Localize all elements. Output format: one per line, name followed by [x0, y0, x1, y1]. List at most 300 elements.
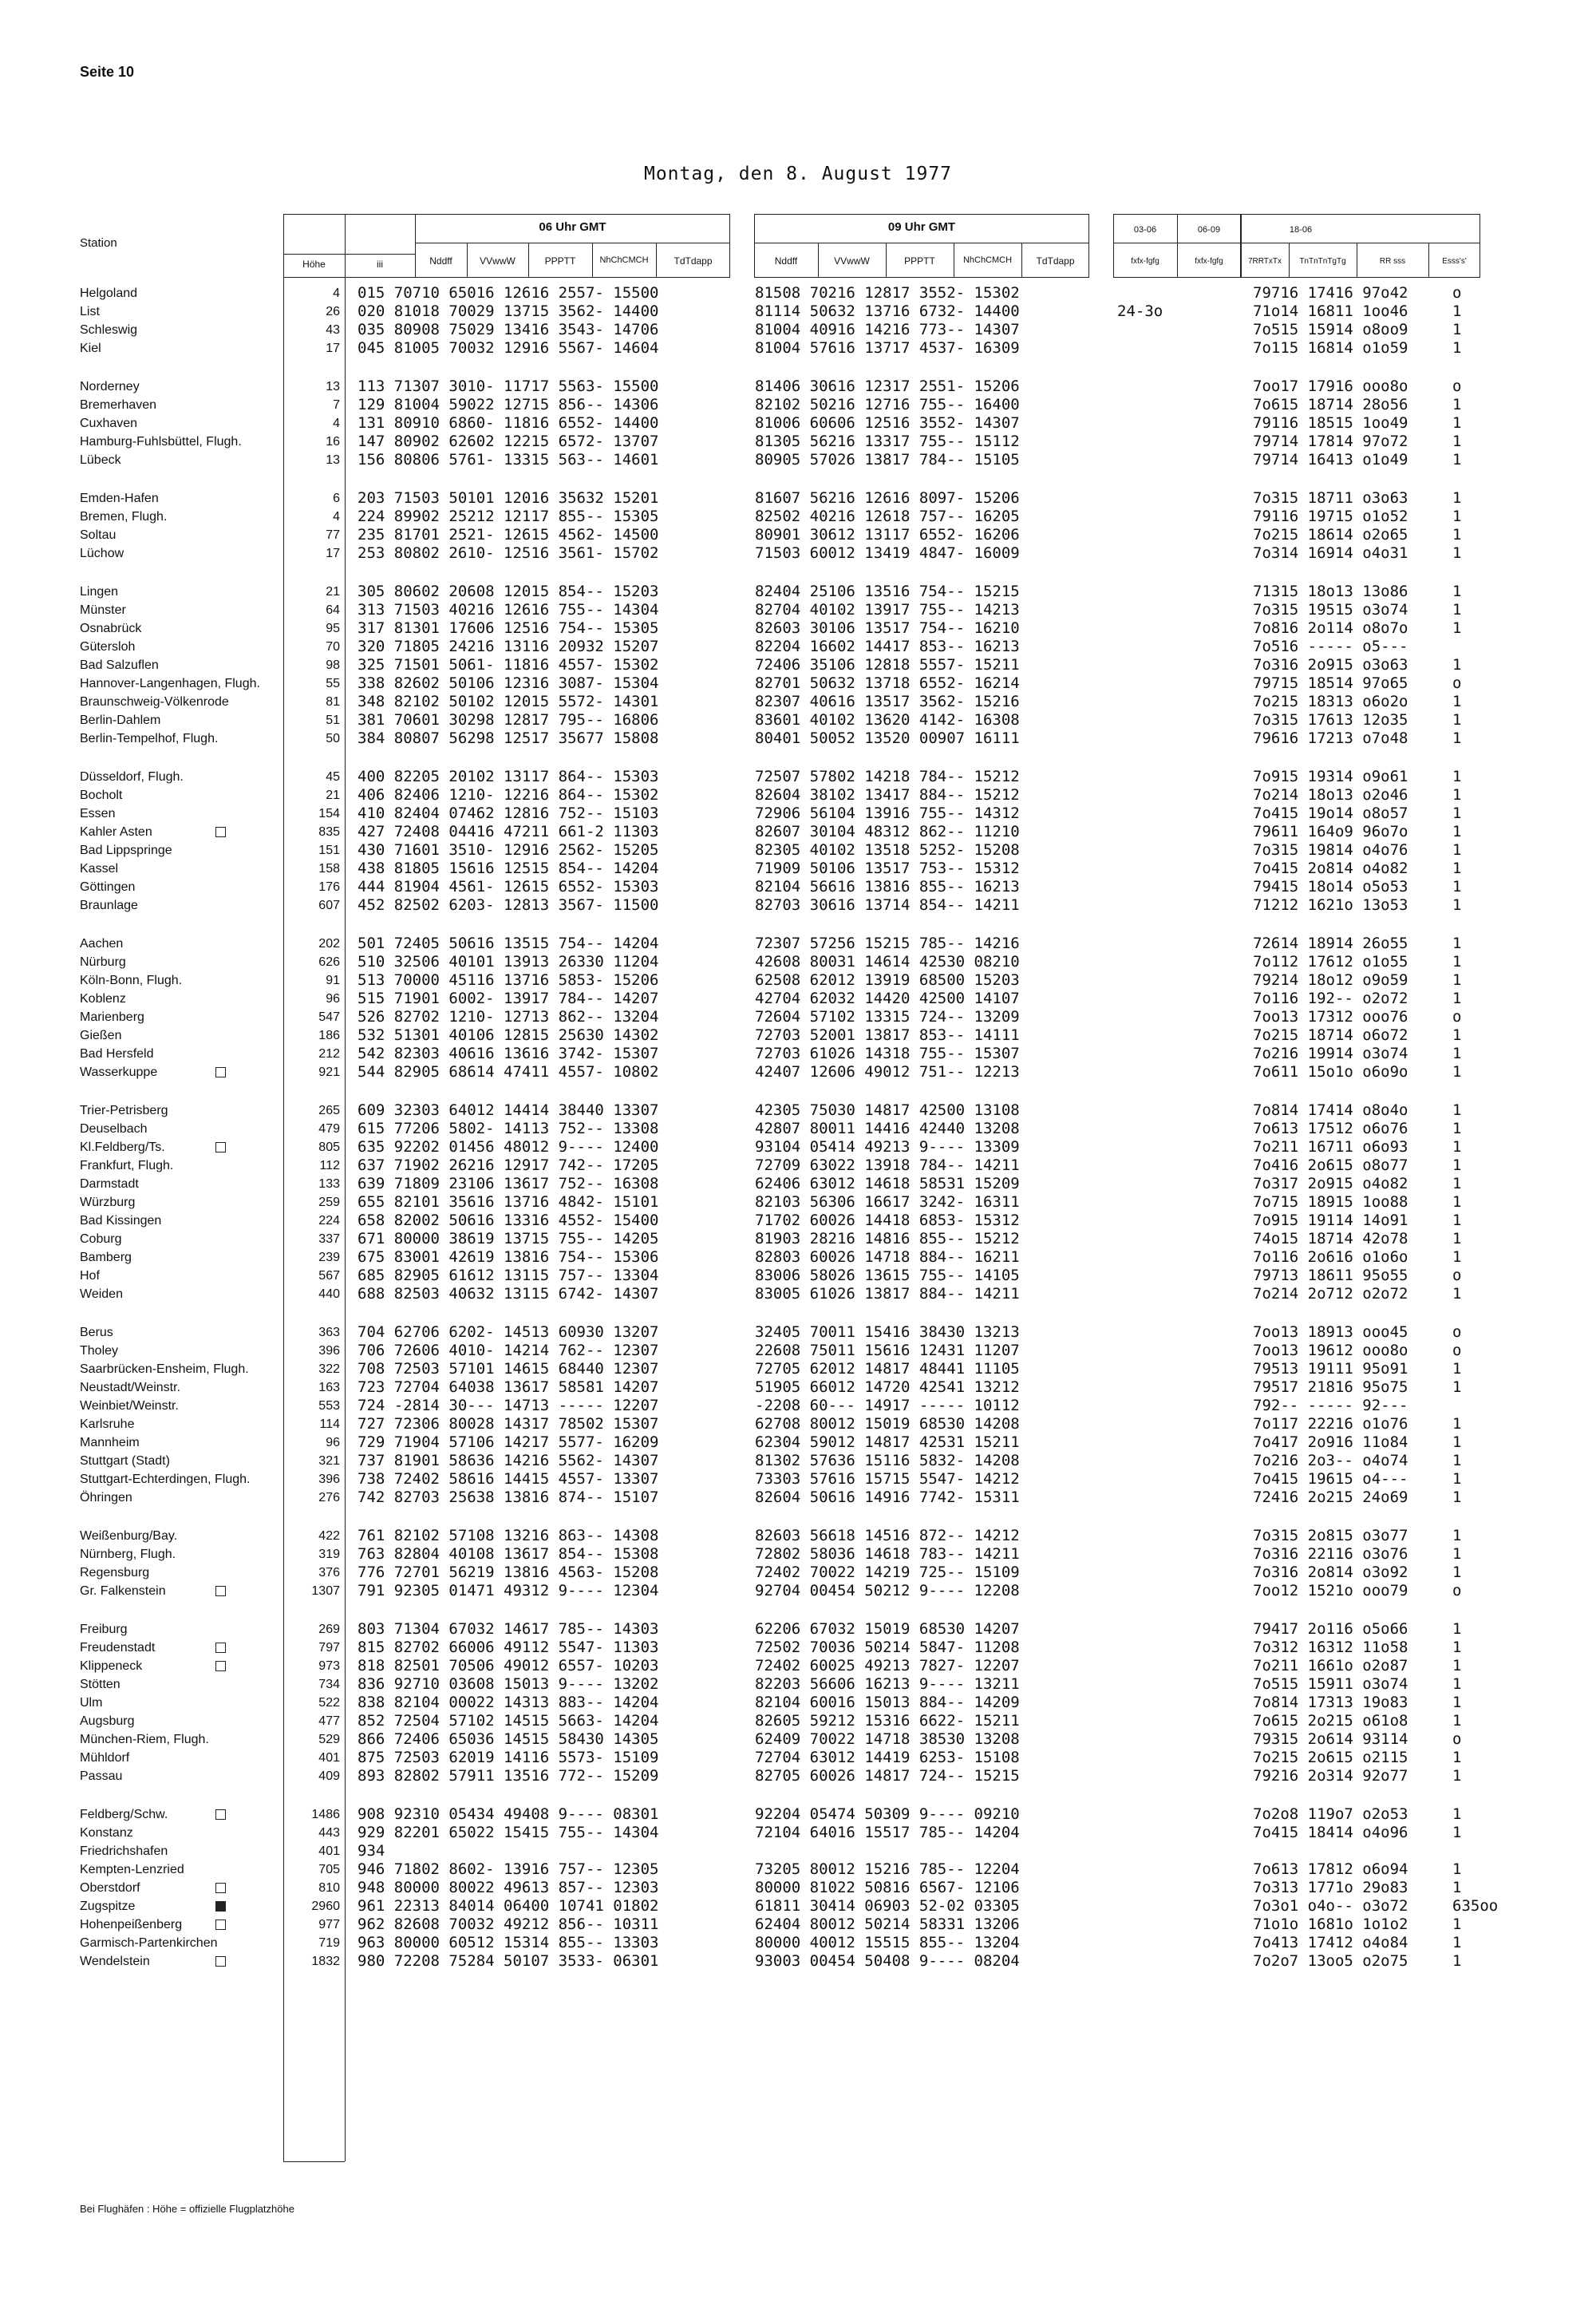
table-row [0, 526, 1596, 544]
obs-extra: 1 [1452, 583, 1462, 600]
obs-18-06: 7o112 17612 o1o55 [1253, 953, 1408, 971]
obs-extra: 1 [1452, 768, 1462, 785]
station-height: 26 [326, 305, 340, 318]
station-height: 276 [318, 1491, 340, 1504]
obs-18-06: 7o2o7 13oo5 o2o75 [1253, 1952, 1408, 1970]
obs-09-gmt: 72307 57256 15215 785-- 14216 [755, 935, 1020, 952]
station-name: Osnabrück [80, 622, 142, 635]
obs-09-gmt: 62304 59012 14817 42531 15211 [755, 1433, 1020, 1451]
station-height: 55 [326, 677, 340, 690]
obs-18-06: 7o613 17512 o6o76 [1253, 1120, 1408, 1137]
obs-18-06: 7oo13 18913 ooo45 [1253, 1323, 1408, 1341]
table-row [0, 433, 1596, 451]
obs-18-06: 7o816 2o114 o8o7o [1253, 619, 1408, 637]
table-header [0, 214, 1596, 278]
obs-06-gmt: 742 82703 25638 13816 874-- 15107 [358, 1489, 659, 1506]
station-height: 705 [318, 1863, 340, 1876]
station-name: Gütersloh [80, 640, 136, 654]
table-row [0, 1230, 1596, 1248]
station-name: Mühldorf [80, 1751, 130, 1765]
obs-06-gmt: 685 82905 61612 13115 757-- 13304 [358, 1267, 659, 1284]
station-name: Augsburg [80, 1714, 135, 1728]
station-name: Köln-Bonn, Flugh. [80, 974, 183, 987]
obs-18-06: 7o215 18714 o6o72 [1253, 1026, 1408, 1044]
station-name: Zugspitze [80, 1900, 136, 1913]
station-name: Bad Lippspringe [80, 844, 172, 857]
station-name: Hannover-Langenhagen, Flugh. [80, 677, 260, 690]
obs-18-06: 79714 17814 97o72 [1253, 433, 1408, 450]
obs-18-06: 79714 16413 o1o49 [1253, 451, 1408, 469]
station-height: 797 [318, 1641, 340, 1655]
station-height: 921 [318, 1065, 340, 1079]
station-height: 51 [326, 714, 340, 727]
obs-09-gmt: 83601 40102 13620 4142- 16308 [755, 711, 1020, 729]
obs-18-06: 79716 17416 97o42 [1253, 284, 1408, 302]
obs-extra: 1 [1452, 1156, 1462, 1174]
obs-06-gmt: 724 -2814 30--- 14713 ----- 12207 [358, 1397, 659, 1414]
mountain-station-filled-square-icon [215, 1901, 226, 1912]
obs-18-06: 7o315 17613 12o35 [1253, 711, 1408, 729]
obs-extra: 1 [1452, 990, 1462, 1007]
station-name: Gr. Falkenstein [80, 1584, 166, 1598]
station-name: Ulm [80, 1696, 103, 1710]
table-row [0, 1360, 1596, 1378]
obs-09-gmt: 81006 60606 12516 3552- 14307 [755, 414, 1020, 432]
station-name: Kahler Asten [80, 825, 152, 839]
obs-09-gmt: 82307 40616 13517 3562- 15216 [755, 693, 1020, 710]
station-height: 479 [318, 1122, 340, 1136]
obs-extra: 1 [1452, 971, 1462, 989]
obs-18-06: 7oo12 1521o ooo79 [1253, 1582, 1408, 1599]
station-name: Berlin-Tempelhof, Flugh. [80, 732, 219, 745]
obs-18-06: 7o715 18915 1oo88 [1253, 1193, 1408, 1211]
table-row [0, 1675, 1596, 1694]
table-row [0, 583, 1596, 601]
table-row [0, 1415, 1596, 1433]
obs-extra: 1 [1452, 1675, 1462, 1693]
header-box-1806 [1241, 214, 1480, 278]
obs-06-gmt: 688 82503 40632 13115 6742- 14307 [358, 1285, 659, 1303]
station-height: 16 [326, 435, 340, 449]
header-06-gmt: 06 Uhr GMT [539, 220, 606, 234]
obs-06-gmt: 893 82802 57911 13516 772-- 15209 [358, 1767, 659, 1785]
obs-extra: 1 [1452, 953, 1462, 971]
obs-06-gmt: 224 89902 25212 12117 855-- 15305 [358, 508, 659, 525]
obs-extra: 1 [1452, 1879, 1462, 1896]
obs-09-gmt: 81004 57616 13717 4537- 16309 [755, 339, 1020, 357]
obs-18-06: 7o415 18414 o4o96 [1253, 1824, 1408, 1841]
obs-18-06: 71315 18o13 13o86 [1253, 583, 1408, 600]
mountain-station-square-icon [215, 1586, 226, 1596]
obs-18-06: 7o215 2o615 o2115 [1253, 1749, 1408, 1766]
obs-06-gmt: 763 82804 40108 13617 854-- 15308 [358, 1545, 659, 1563]
obs-06-gmt: 526 82702 1210- 12713 862-- 13204 [358, 1008, 659, 1026]
obs-06-gmt: 723 72704 64038 13617 58581 14207 [358, 1378, 659, 1396]
obs-extra: 1 [1452, 786, 1462, 804]
station-height: 396 [318, 1473, 340, 1486]
station-height: 2960 [311, 1900, 340, 1913]
obs-extra: 1 [1452, 526, 1462, 544]
station-name: Emden-Hafen [80, 492, 159, 505]
obs-06-gmt: 866 72406 65036 14515 58430 14305 [358, 1730, 659, 1748]
obs-06-gmt: 706 72606 4010- 14214 762-- 12307 [358, 1342, 659, 1359]
station-name: Feldberg/Schw. [80, 1808, 168, 1821]
obs-09-gmt: 82604 38102 13417 884-- 15212 [755, 786, 1020, 804]
station-height: 202 [318, 937, 340, 951]
obs-06-gmt: 737 81901 58636 14216 5562- 14307 [358, 1452, 659, 1469]
obs-18-06: 7o117 22216 o1o76 [1253, 1415, 1408, 1433]
obs-09-gmt: 72406 35106 12818 5557- 15211 [755, 656, 1020, 674]
obs-extra: 1 [1452, 1026, 1462, 1044]
obs-extra: 1 [1452, 489, 1462, 507]
obs-06-gmt: 929 82201 65022 15415 755-- 14304 [358, 1824, 659, 1841]
station-height: 4 [333, 417, 340, 430]
station-name: Bad Hersfeld [80, 1047, 154, 1061]
table-row [0, 451, 1596, 469]
obs-09-gmt: 82103 56306 16617 3242- 16311 [755, 1193, 1020, 1211]
station-height: 186 [318, 1029, 340, 1042]
station-height: 70 [326, 640, 340, 654]
obs-06-gmt: 727 72306 80028 14317 78502 15307 [358, 1415, 659, 1433]
station-name: Bocholt [80, 789, 123, 802]
table-row [0, 935, 1596, 953]
obs-extra: 1 [1452, 1657, 1462, 1674]
obs-18-06: 7o413 17412 o4o84 [1253, 1934, 1408, 1951]
header-gust-0306: fxfx-fgfg [1131, 257, 1159, 266]
station-group [0, 489, 1596, 563]
obs-extra: 1 [1452, 1452, 1462, 1469]
obs-06-gmt: 305 80602 20608 12015 854-- 15203 [358, 583, 659, 600]
station-name: Mannheim [80, 1436, 140, 1449]
station-height: 133 [318, 1177, 340, 1191]
station-name: Oberstdorf [80, 1881, 140, 1895]
obs-18-06: 79713 18611 95o55 [1253, 1267, 1408, 1284]
header-1806-col-3: RR sss [1379, 257, 1406, 266]
table-row [0, 1008, 1596, 1026]
station-name: Weißenburg/Bay. [80, 1529, 178, 1543]
station-name: Braunschweig-Völkenrode [80, 695, 229, 709]
station-name: Regensburg [80, 1566, 150, 1579]
obs-18-06: 79214 18o12 o9o59 [1253, 971, 1408, 989]
table-row [0, 1063, 1596, 1081]
obs-18-06: 7o314 16914 o4o31 [1253, 544, 1408, 562]
header-09-col-3: PPPTT [904, 255, 935, 267]
obs-extra: 1 [1452, 1824, 1462, 1841]
mountain-station-square-icon [215, 1883, 226, 1893]
obs-extra: 1 [1452, 693, 1462, 710]
station-height: 440 [318, 1287, 340, 1301]
obs-extra: 1 [1452, 1916, 1462, 1933]
table-row [0, 1378, 1596, 1397]
obs-18-06: 7o116 2o616 o1o6o [1253, 1248, 1408, 1266]
header-period-1806: 18-06 [1289, 225, 1313, 235]
station-name: Bremen, Flugh. [80, 510, 168, 524]
station-height: 977 [318, 1918, 340, 1931]
obs-extra: 1 [1452, 1230, 1462, 1247]
obs-09-gmt: 72703 52001 13817 853-- 14111 [755, 1026, 1020, 1044]
table-row [0, 1934, 1596, 1952]
header-09-col-5: TdTdapp [1036, 255, 1075, 267]
station-name: Passau [80, 1769, 123, 1783]
obs-extra: 1 [1452, 805, 1462, 822]
obs-18-06: 7oo13 17312 ooo76 [1253, 1008, 1408, 1026]
obs-06-gmt: 235 81701 2521- 12615 4562- 14500 [358, 526, 659, 544]
header-1806-col-1: 7RRTxTx [1247, 257, 1282, 266]
obs-06-gmt: 776 72701 56219 13816 4563- 15208 [358, 1564, 659, 1581]
obs-09-gmt: 22608 75011 15616 12431 11207 [755, 1342, 1020, 1359]
header-period-0306: 03-06 [1133, 225, 1157, 235]
obs-09-gmt: 61811 30414 06903 52-02 03305 [755, 1897, 1020, 1915]
obs-extra: o [1452, 1267, 1462, 1284]
station-name: Berlin-Dahlem [80, 714, 161, 727]
obs-extra: o [1452, 378, 1462, 395]
obs-06-gmt: 738 72402 58616 14415 4557- 13307 [358, 1470, 659, 1488]
table-row [0, 321, 1596, 339]
obs-extra: 1 [1452, 508, 1462, 525]
obs-extra: o [1452, 284, 1462, 302]
obs-18-06: 7o615 2o215 o61o8 [1253, 1712, 1408, 1730]
station-group [0, 284, 1596, 358]
station-height: 7 [333, 398, 340, 412]
table-row [0, 1138, 1596, 1156]
obs-06-gmt: 501 72405 50616 13515 754-- 14204 [358, 935, 659, 952]
obs-18-06: 79517 21816 95o75 [1253, 1378, 1408, 1396]
obs-extra: 1 [1452, 823, 1462, 840]
obs-09-gmt: 82404 25106 13516 754-- 15215 [755, 583, 1020, 600]
obs-06-gmt: 948 80000 80022 49613 857-- 12303 [358, 1879, 659, 1896]
obs-09-gmt: 72502 70036 50214 5847- 11208 [755, 1639, 1020, 1656]
station-height: 112 [319, 1159, 340, 1172]
station-name: Stuttgart (Stadt) [80, 1454, 170, 1468]
obs-09-gmt: 82502 40216 12618 757-- 16205 [755, 508, 1020, 525]
station-height: 265 [318, 1104, 340, 1117]
station-name: Klippeneck [80, 1659, 143, 1673]
station-height: 151 [318, 844, 340, 857]
obs-09-gmt: 80901 30612 13117 6552- 16206 [755, 526, 1020, 544]
obs-18-06: 79415 18o14 o5o53 [1253, 878, 1408, 895]
obs-09-gmt: 92704 00454 50212 9---- 12208 [755, 1582, 1020, 1599]
station-name: Weinbiet/Weinstr. [80, 1399, 179, 1413]
obs-extra: 1 [1452, 841, 1462, 859]
obs-06-gmt: 962 82608 70032 49212 856-- 10311 [358, 1916, 659, 1933]
table-row [0, 1101, 1596, 1120]
obs-18-06: 7o215 18614 o2o65 [1253, 526, 1408, 544]
obs-18-06: 7o915 19314 o9o61 [1253, 768, 1408, 785]
station-height: 13 [326, 453, 340, 467]
table-row [0, 339, 1596, 358]
obs-06-gmt: 658 82002 50616 13316 4552- 15400 [358, 1212, 659, 1229]
obs-09-gmt: 62406 63012 14618 58531 15209 [755, 1175, 1020, 1192]
station-group [0, 1527, 1596, 1600]
obs-18-06: 7o814 17414 o8o4o [1253, 1101, 1408, 1119]
obs-extra: 1 [1452, 711, 1462, 729]
obs-09-gmt: 82104 60016 15013 884-- 14209 [755, 1694, 1020, 1711]
obs-extra: 1 [1452, 1860, 1462, 1878]
obs-06-gmt: 438 81805 15616 12515 854-- 14204 [358, 860, 659, 877]
header-09-col-1: Nddff [774, 255, 798, 267]
obs-18-06: 7o915 19114 14o91 [1253, 1212, 1408, 1229]
obs-extra: 1 [1452, 321, 1462, 338]
station-name: Norderney [80, 380, 140, 393]
table-row [0, 1156, 1596, 1175]
obs-06-gmt: 838 82104 00022 14313 883-- 14204 [358, 1694, 659, 1711]
table-row [0, 1767, 1596, 1785]
table-row [0, 1545, 1596, 1564]
mountain-station-square-icon [215, 1956, 226, 1967]
obs-06-gmt: 253 80802 2610- 12516 3561- 15702 [358, 544, 659, 562]
obs-extra: 1 [1452, 1120, 1462, 1137]
obs-extra: 1 [1452, 1527, 1462, 1544]
station-name: Öhringen [80, 1491, 132, 1504]
table-row [0, 284, 1596, 302]
obs-06-gmt: 325 71501 5061- 11816 4557- 15302 [358, 656, 659, 674]
obs-06-gmt: 963 80000 60512 15314 855-- 13303 [358, 1934, 659, 1951]
station-name: Nürnberg, Flugh. [80, 1548, 176, 1561]
table-row [0, 489, 1596, 508]
station-height: 810 [318, 1881, 340, 1895]
obs-09-gmt: 72709 63022 13918 784-- 14211 [755, 1156, 1020, 1174]
obs-06-gmt: 510 32506 40101 13913 26330 11204 [358, 953, 659, 971]
station-name: Bamberg [80, 1251, 132, 1264]
table-row [0, 990, 1596, 1008]
obs-18-06: 79417 2o116 o5o66 [1253, 1620, 1408, 1638]
obs-09-gmt: 82605 59212 15316 6622- 15211 [755, 1712, 1020, 1730]
obs-18-06: 71o1o 1681o 1o1o2 [1253, 1916, 1408, 1933]
station-height: 719 [318, 1936, 340, 1950]
station-name: Freiburg [80, 1623, 128, 1636]
table-row [0, 1916, 1596, 1934]
station-height: 409 [318, 1769, 340, 1783]
obs-extra: 1 [1452, 1415, 1462, 1433]
station-height: 91 [326, 974, 340, 987]
obs-extra: 1 [1452, 339, 1462, 357]
header-09-col-2: VVwwW [834, 255, 870, 267]
header-06-col-5: TdTdapp [674, 255, 713, 267]
obs-extra: 1 [1452, 1545, 1462, 1563]
mountain-station-square-icon [215, 1643, 226, 1653]
table-row [0, 1824, 1596, 1842]
station-height: 835 [318, 825, 340, 839]
station-height: 973 [318, 1659, 340, 1673]
obs-06-gmt: 406 82406 1210- 12216 864-- 15302 [358, 786, 659, 804]
obs-extra: 1 [1452, 1564, 1462, 1581]
obs-09-gmt: 80000 81022 50816 6567- 12106 [755, 1879, 1020, 1896]
obs-09-gmt: 82607 30104 48312 862-- 11210 [755, 823, 1020, 840]
table-row [0, 414, 1596, 433]
header-06-col-2: VVwwW [480, 255, 516, 267]
station-height: 337 [318, 1232, 340, 1246]
station-name: Hohenpeißenberg [80, 1918, 183, 1931]
obs-06-gmt: 410 82404 07462 12816 752-- 15103 [358, 805, 659, 822]
obs-09-gmt: 72104 64016 15517 785-- 14204 [755, 1824, 1020, 1841]
header-09-gmt: 09 Uhr GMT [887, 220, 956, 234]
obs-09-gmt: 81406 30616 12317 2551- 15206 [755, 378, 1020, 395]
station-name: Konstanz [80, 1826, 133, 1840]
station-height: 17 [326, 547, 340, 560]
station-name: Tholey [80, 1344, 119, 1358]
station-name: Kempten-Lenzried [80, 1863, 184, 1876]
obs-06-gmt: 515 71901 6002- 13917 784-- 14207 [358, 990, 659, 1007]
station-name: Lingen [80, 585, 119, 599]
header-1806-col-2: TnTnTnTgTg [1299, 257, 1346, 266]
mountain-station-square-icon [215, 827, 226, 837]
station-height: 43 [326, 323, 340, 337]
station-height: 158 [318, 862, 340, 876]
obs-extra: o [1452, 1342, 1462, 1359]
obs-09-gmt: 82703 30616 13714 854-- 14211 [755, 896, 1020, 914]
obs-18-06: 7o115 16814 o1o59 [1253, 339, 1408, 357]
obs-extra: 1 [1452, 396, 1462, 413]
table-row [0, 1860, 1596, 1879]
header-iii: iii [377, 259, 383, 270]
obs-06-gmt: 671 80000 38619 13715 755-- 14205 [358, 1230, 659, 1247]
obs-06-gmt: 444 81904 4561- 12615 6552- 15303 [358, 878, 659, 895]
obs-18-06: 72416 2o215 24o69 [1253, 1489, 1408, 1506]
header-period-0609: 06-09 [1197, 225, 1221, 235]
table-row [0, 693, 1596, 711]
obs-06-gmt: 875 72503 62019 14116 5573- 15109 [358, 1749, 659, 1766]
obs-09-gmt: 71503 60012 13419 4847- 16009 [755, 544, 1020, 562]
footnote: Bei Flughäfen : Höhe = offizielle Flugplatzhöhe [80, 2203, 294, 2215]
obs-06-gmt: 129 81004 59022 12715 856-- 14306 [358, 396, 659, 413]
table-row [0, 544, 1596, 563]
obs-18-06: 7o315 19515 o3o74 [1253, 601, 1408, 619]
obs-18-06: 79315 2o614 93114 [1253, 1730, 1408, 1748]
obs-09-gmt: 82102 50216 12716 755-- 16400 [755, 396, 1020, 413]
station-height: 4 [333, 510, 340, 524]
obs-06-gmt: 147 80902 62602 12215 6572- 13707 [358, 433, 659, 450]
obs-09-gmt: 80000 40012 15515 855-- 13204 [755, 1934, 1020, 1951]
table-row [0, 1452, 1596, 1470]
obs-18-06: 7o315 18711 o3o63 [1253, 489, 1408, 507]
obs-06-gmt: 615 77206 5802- 14113 752-- 13308 [358, 1120, 659, 1137]
obs-09-gmt: 83006 58026 13615 755-- 14105 [755, 1267, 1020, 1284]
obs-09-gmt: 80905 57026 13817 784-- 15105 [755, 451, 1020, 469]
mountain-station-square-icon [215, 1919, 226, 1930]
obs-06-gmt: 980 72208 75284 50107 3533- 06301 [358, 1952, 659, 1970]
page-title: Montag, den 8. August 1977 [643, 164, 953, 184]
obs-extra: 1 [1452, 302, 1462, 320]
obs-18-06: 7o313 1771o 29o83 [1253, 1879, 1408, 1896]
station-name: Bremerhaven [80, 398, 157, 412]
obs-extra: o [1452, 1008, 1462, 1026]
table-row [0, 1433, 1596, 1452]
obs-06-gmt: 015 70710 65016 12616 2557- 15500 [358, 284, 659, 302]
obs-extra: 1 [1452, 1952, 1462, 1970]
obs-06-gmt: 384 80807 56298 12517 35677 15808 [358, 729, 659, 747]
obs-extra: 1 [1452, 1470, 1462, 1488]
station-name: Freudenstadt [80, 1641, 156, 1655]
station-height: 176 [318, 880, 340, 894]
obs-18-06: 7o116 192-- o2o72 [1253, 990, 1408, 1007]
station-group [0, 1620, 1596, 1785]
station-height: 553 [318, 1399, 340, 1413]
obs-18-06: 7o416 2o615 o8o77 [1253, 1156, 1408, 1174]
station-name: Friedrichshafen [80, 1844, 168, 1858]
obs-09-gmt: 81903 28216 14816 855-- 15212 [755, 1230, 1020, 1247]
header-hoehe: Höhe [302, 259, 326, 270]
table-row [0, 601, 1596, 619]
obs-extra: 1 [1452, 451, 1462, 469]
table-row [0, 786, 1596, 805]
obs-09-gmt: 71909 50106 13517 753-- 15312 [755, 860, 1020, 877]
obs-extra: 1 [1452, 1433, 1462, 1451]
station-height: 734 [318, 1678, 340, 1691]
obs-18-06: 71o14 16811 1oo46 [1253, 302, 1408, 320]
station-height: 567 [318, 1269, 340, 1283]
obs-06-gmt: 542 82303 40616 13616 3742- 15307 [358, 1045, 659, 1062]
obs-18-06: 7o317 2o915 o4o82 [1253, 1175, 1408, 1192]
